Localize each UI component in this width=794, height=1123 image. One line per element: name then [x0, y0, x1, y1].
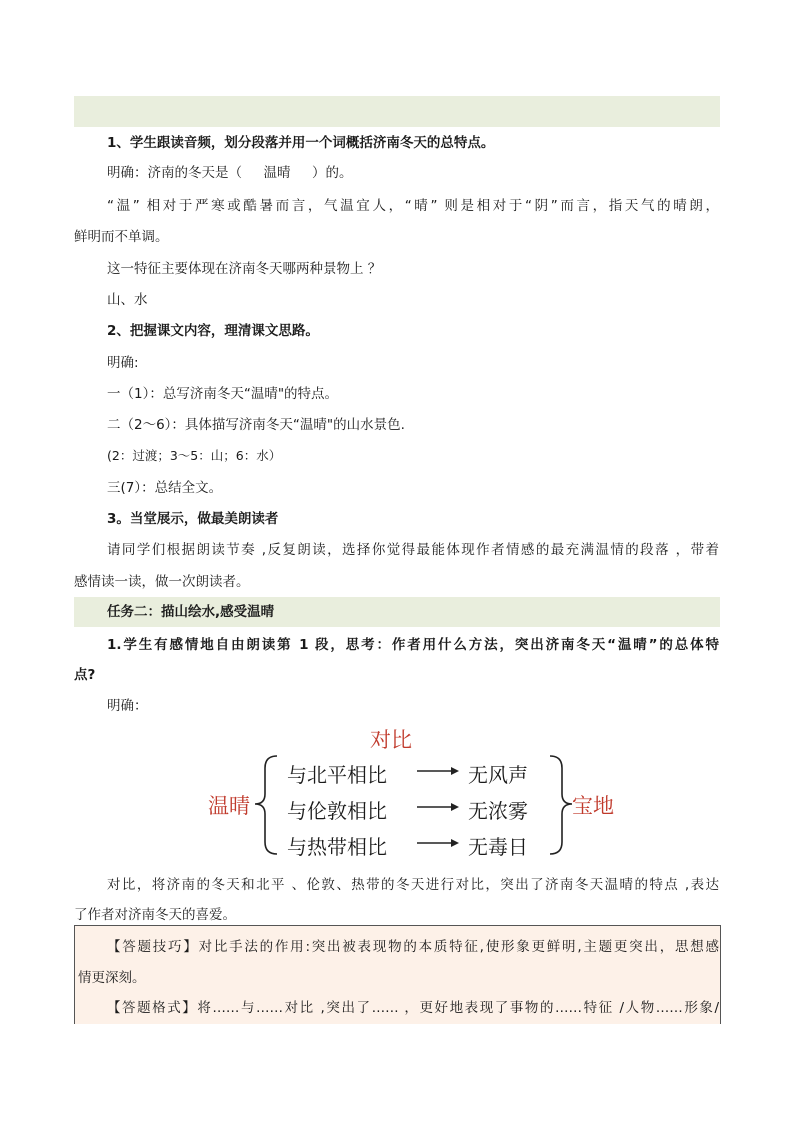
task2-q1-line2: 点? — [74, 667, 96, 683]
q3-body-line1: 请同学们根据朗读节奏 ,反复朗读，选择你觉得最能体现作者情感的最充满温情的段落 ，带着 — [107, 542, 719, 558]
diagram-compare-3: 与热带相比 — [287, 835, 387, 859]
q1-answer-prefix: 明确：济南的冬天是（ — [107, 165, 242, 181]
header-band — [74, 96, 720, 127]
diagram-right-label: 宝地 — [572, 794, 614, 818]
q1-answer — [107, 163, 720, 183]
q2-heading: 2、把握课文内容，理清课文思路。 — [107, 323, 319, 339]
diagram-result-1: 无风声 — [468, 763, 528, 787]
diagram-compare-1: 与北平相比 — [287, 763, 387, 787]
diagram-compare-2: 与伦敦相比 — [287, 799, 387, 823]
q1-explain-line2: 鲜明而不单调。 — [74, 229, 169, 245]
diagram-result-3: 无毒日 — [468, 835, 528, 859]
outline-item: 一（1）：总写济南冬天“温晴"的特点。 — [107, 386, 339, 402]
tip1-line1: 【答题技巧】对比手法的作用:突出被表现物的本质特征,使形象更鲜明,主题更突出，思想感 — [107, 939, 719, 955]
q3-heading: 3。当堂展示，做最美朗读者 — [107, 511, 279, 527]
q1-explain-line1: “温” 相对于严寒或酷暑而言，气温宜人，“晴” 则是相对于“阴”而言，指天气的晴朗， — [107, 198, 719, 214]
diagram-title: 对比 — [370, 728, 412, 752]
diagram-left-label: 温晴 — [208, 794, 250, 818]
task2-q1-line1: 1.学生有感情地自由朗读第 1 段，思考：作者用什么方法，突出济南冬天“温晴”的总体特 — [107, 637, 719, 653]
summary-line1: 对比，将济南的冬天和北平 、伦敦、热带的冬天进行对比，突出了济南冬天温晴的特点 ,表达 — [107, 877, 719, 893]
q1-question-answer: 山、水 — [107, 292, 148, 308]
outline-item: (2：过渡；3～5：山；6：水） — [107, 448, 282, 463]
right-brace-icon — [550, 756, 572, 854]
arrow-icon — [417, 839, 459, 847]
summary-line2: 了作者对济南冬天的喜爱。 — [74, 907, 236, 923]
arrow-icon — [417, 767, 459, 775]
arrow-icon — [417, 803, 459, 811]
tip2-line1: 【答题格式】将……与……对比 ,突出了…… ，更好地表现了事物的……特征 /人物……形象/ — [107, 1000, 719, 1016]
task2-answer-label: 明确： — [107, 698, 148, 714]
diagram-result-2: 无浓雾 — [468, 799, 528, 823]
q1-heading: 1、学生跟读音频，划分段落并用一个词概括济南冬天的总特点。 — [107, 135, 495, 151]
q2-answer-label: 明确: — [107, 355, 139, 371]
left-brace-icon — [255, 756, 277, 854]
q3-body-line2: 感情读一读，做一次朗读者。 — [74, 574, 250, 590]
tip1-line2: 情更深刻。 — [78, 970, 146, 986]
q1-answer-suffix: ）的。 — [312, 165, 353, 181]
q1-answer-blank: 温晴 — [263, 165, 291, 181]
outline-item: 二（2～6）：具体描写济南冬天“温晴"的山水景色. — [107, 417, 405, 433]
q1-question: 这一特征主要体现在济南冬天哪两种景物上 ？ — [107, 261, 382, 277]
outline-item: 三(7）：总结全文。 — [107, 480, 223, 496]
task2-title: 任务二：描山绘水,感受温晴 — [107, 604, 275, 620]
